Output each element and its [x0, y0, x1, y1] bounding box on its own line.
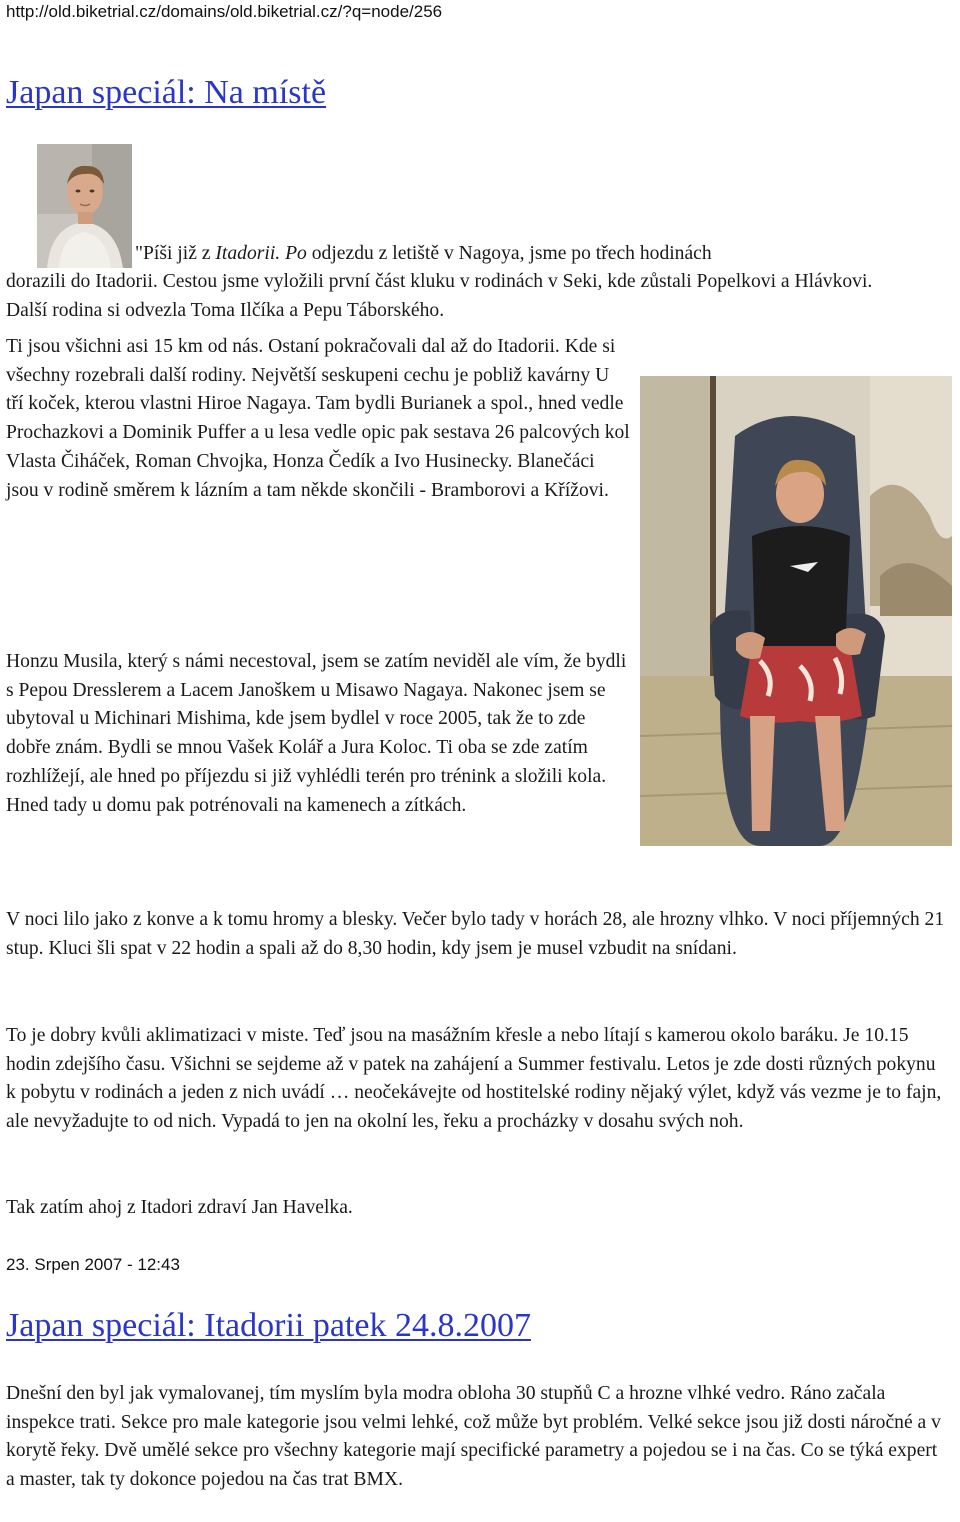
article-paragraph: dorazili do Itadorii. Cestou jsme vyložili první část kluku v rodinách v Seki, kde zůstali Popelkovi a Hlávkovi. Další rodina si odvezla Toma Ilčíka a Pepu Táborského.: [6, 271, 873, 321]
article-paragraph: V noci lilo jako z konve a k tomu hromy a blesky. Večer bylo tady v horách 28, ale hrozny vlhko. V noci příjemných 21 stup. Kluci šli spat v 22 hodin a spali až do 8,30 hodin, kdy jsem je musel vzbudit na snídani.: [6, 909, 945, 959]
portrait-photo-icon: [37, 144, 132, 268]
article-paragraph: Dnešní den byl jak vymalovanej, tím myslím byla modra obloha 30 stupňů C a hrozne vlhké vedro. Ráno začala inspekce trati. Sekce pro male kategorie jsou velmi lehké, což může byt problém. Velké sekce jsou již dosti náročné a v korytě řeky. Dvě umělé sekce pro všechny kategorie mají specifické parametry a pojedou se i na čas. Co se týká expert a master, tak ty dokonce pojedou na čas trat BMX.: [6, 1383, 941, 1491]
lead-rest: odjezdu z letiště v Nagoya, jsme po třech hodinách: [306, 243, 712, 264]
article-title-link[interactable]: Japan speciál: Itadorii patek 24.8.2007: [6, 1307, 531, 1344]
post-date: 23. Srpen 2007 - 12:43: [6, 1255, 180, 1274]
article-paragraph: To je dobry kvůli aklimatizaci v miste. Teď jsou na masážním křesle a nebo lítají s kamerou okolo baráku. Je 10.15 hodin zdejšího času. Všichni se sejdeme až v patek na zahájení a Summer festivalu. Letos je zde dosti různých pokynu k pobytu v rodinách a jeden z nich uvádí … neočekávejte od hostitelské rodiny nějaký výlet, když vás vezme je to fajn, ale nevyžadujte to od nich. Vypadá to jen na okolní les, řeku a procházky v dosahu svých noh.: [6, 1025, 942, 1133]
massage-chair-photo-icon: [640, 376, 952, 846]
article-paragraph: Ti jsou všichni asi 15 km od nás. Ostaní pokračovali dal až do Itadorii. Kde si všechny rozebrali další rodiny. Největší seskupeni cechu je pobliž kavárny U tří koček, kterou vlastni Hiroe Nagaya. Tam bydli Burianek a spol., hned vedle Prochazkovi a Dominik Puffer a u lesa vedle opic pak sestava 26 palcových kol Vlasta Čiháček, Roman Chvojka, Honza Čedík a Ivo Husinecky. Blanečáci jsou v rodině směrem k lázním a tam někde skončili - Bramborovi a Křížovi.: [6, 336, 630, 501]
lead-line: [135, 240, 712, 269]
article-title-link[interactable]: Japan speciál: Na místě: [6, 74, 327, 111]
article-paragraph: Honzu Musila, který s námi necestoval, jsem se zatím neviděl ale vím, že bydli s Pepou Dresslerem a Lacem Janoškem u Misawo Nagaya. Nakonec jsem se ubytoval u Michinari Mishima, kde jsem bydlel v roce 2005, tak že to zde dobře znám. Bydli se mnou Vašek Kolář a Jura Koloc. Ti oba se zde zatím rozhlížejí, ale hned po příjezdu si již vyhlédli terén pro trénink a složili kola. Hned tady u domu pak potrénovali na kamenech a zítkách.: [6, 651, 627, 816]
lead-place: Itadorii.: [215, 243, 281, 264]
article-signature: Tak zatím ahoj z Itadori zdraví Jan Havelka.: [6, 1197, 353, 1218]
page-url: http://old.biketrial.cz/domains/old.biketrial.cz/?q=node/256: [6, 2, 443, 21]
lead-after-word: Po: [285, 243, 307, 264]
lead-quote: "Píši již z: [135, 243, 211, 264]
